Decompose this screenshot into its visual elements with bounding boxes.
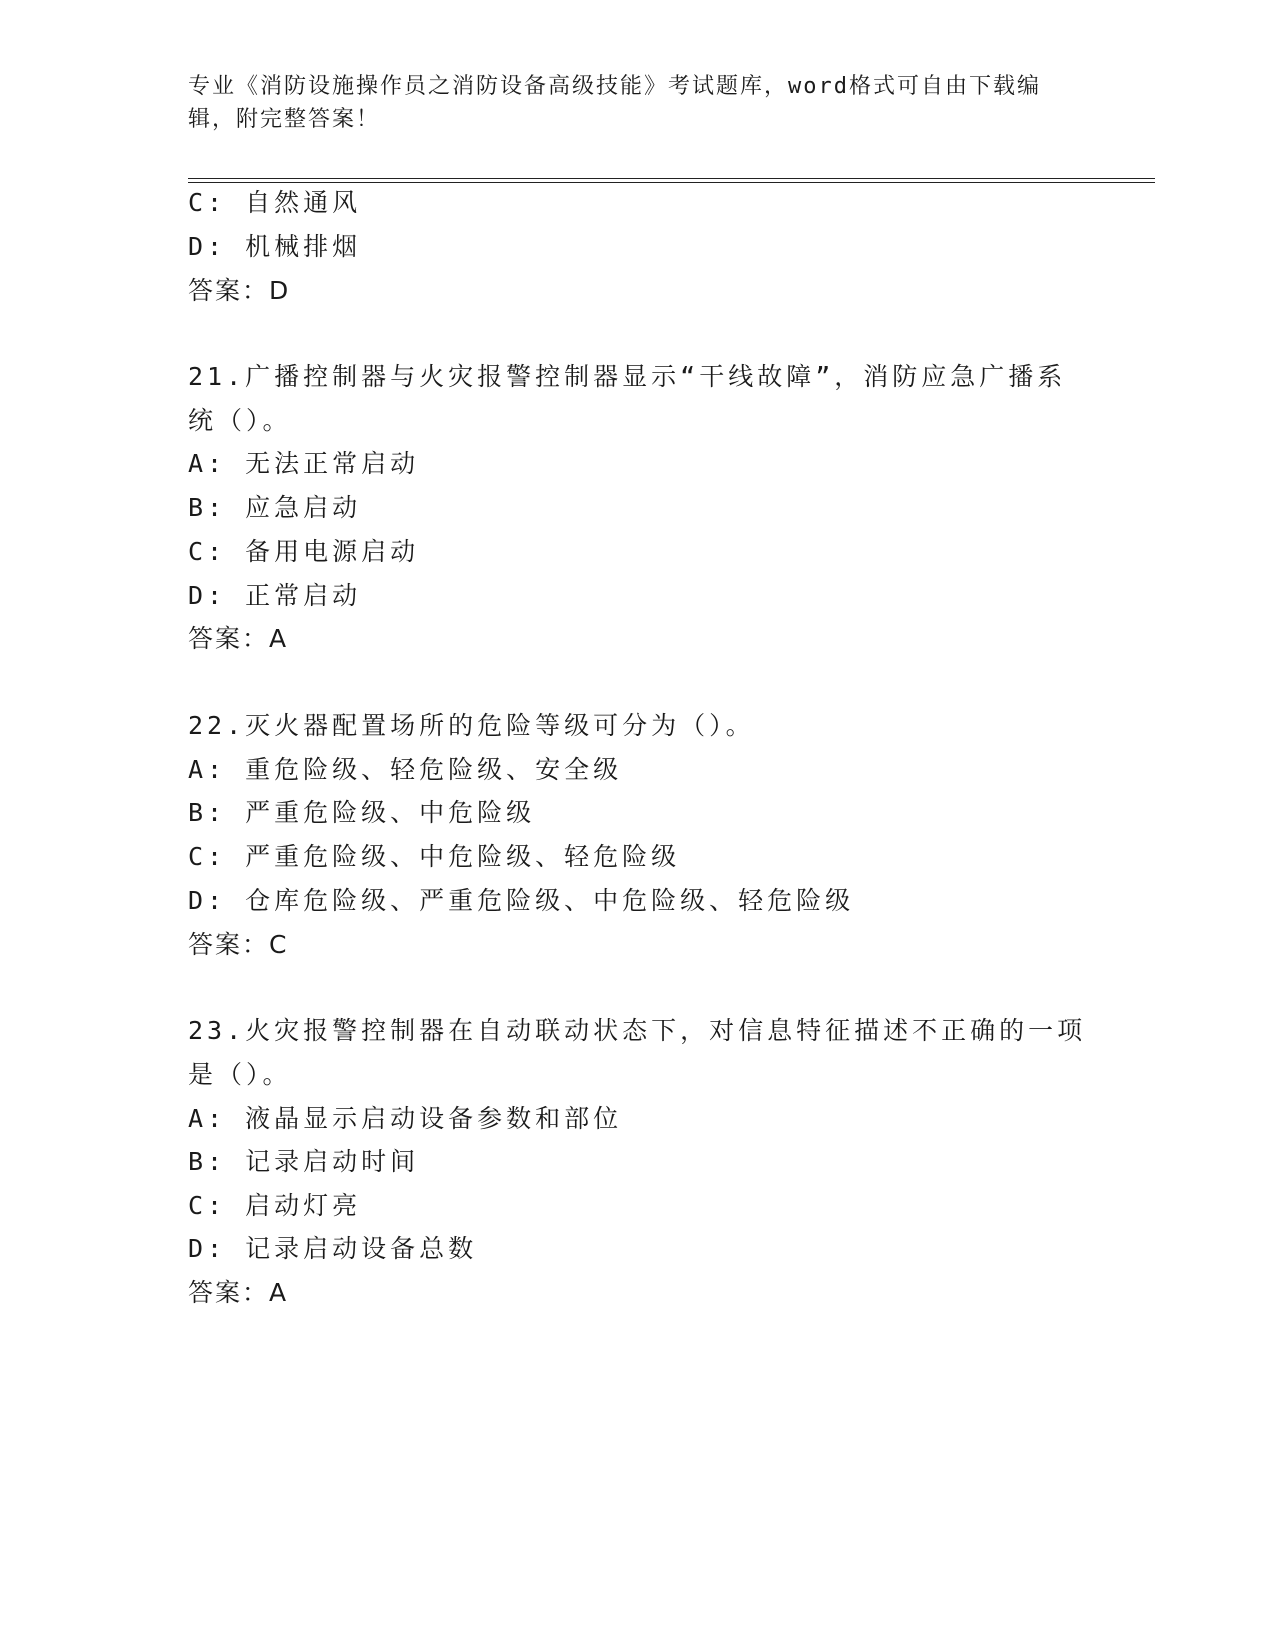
option-label: C:	[188, 842, 227, 871]
question-stem	[188, 361, 1066, 393]
option-line	[188, 580, 361, 612]
question-stem	[188, 710, 755, 742]
question-text: 广播控制器与火灾报警控制器显示“干线故障”，消防应急广播系	[245, 362, 1067, 391]
option-label: D:	[188, 886, 227, 915]
option-text: 液晶显示启动设备参数和部位	[245, 1104, 623, 1133]
option-text: 记录启动设备总数	[245, 1234, 478, 1263]
option-label: D:	[188, 581, 227, 610]
page-header	[188, 70, 1068, 136]
option-line	[188, 1233, 477, 1265]
option-line	[188, 797, 535, 829]
option-label: A:	[188, 449, 227, 478]
option-text: 严重危险级、中危险级、轻危险级	[245, 842, 681, 871]
option-text: 仓库危险级、严重危险级、中危险级、轻危险级	[245, 886, 855, 915]
option-label: D:	[188, 232, 227, 261]
question-stem	[188, 1015, 1086, 1047]
option-text: 无法正常启动	[245, 449, 420, 478]
answer-label: 答案：	[188, 930, 270, 959]
option-line	[188, 841, 680, 873]
header-line-1: 专业《消防设施操作员之消防设备高级技能》考试题库，word格式可自由下载编	[188, 74, 1041, 99]
answer-value: A	[269, 1278, 289, 1307]
answer-line	[188, 1277, 288, 1309]
option-text: 严重危险级、中危险级	[245, 798, 536, 827]
answer-line	[188, 929, 288, 961]
option-label: A:	[188, 755, 227, 784]
answer-value: C	[269, 930, 289, 959]
question-text: 火灾报警控制器在自动联动状态下，对信息特征描述不正确的一项	[245, 1016, 1087, 1045]
question-number: 23.	[188, 1016, 246, 1045]
answer-label: 答案：	[188, 276, 270, 305]
option-text: 自然通风	[245, 188, 362, 217]
question-number: 22.	[188, 711, 246, 740]
option-text: 重危险级、轻危险级、安全级	[245, 755, 623, 784]
option-text: 备用电源启动	[245, 537, 420, 566]
option-line	[188, 187, 361, 219]
question-text: 灭火器配置场所的危险等级可分为（）。	[245, 711, 755, 740]
option-line	[188, 1190, 361, 1222]
option-label: D:	[188, 1234, 227, 1263]
option-line	[188, 754, 622, 786]
option-text: 机械排烟	[245, 232, 362, 261]
option-line	[188, 1103, 622, 1135]
option-line	[188, 536, 419, 568]
option-label: A:	[188, 1104, 227, 1133]
answer-line	[188, 623, 288, 655]
header-line-2: 辑，附完整答案！	[188, 107, 381, 132]
answer-value: A	[269, 624, 289, 653]
option-label: B:	[188, 1147, 227, 1176]
option-text: 启动灯亮	[245, 1191, 362, 1220]
answer-value: D	[269, 276, 291, 305]
answer-label: 答案：	[188, 624, 270, 653]
option-text: 正常启动	[245, 581, 362, 610]
option-line	[188, 492, 361, 524]
option-line	[188, 448, 419, 480]
option-line	[188, 1146, 419, 1178]
option-label: C:	[188, 1191, 227, 1220]
option-line	[188, 231, 361, 263]
question-number: 21.	[188, 362, 246, 391]
option-text: 记录启动时间	[245, 1147, 420, 1176]
option-label: B:	[188, 493, 227, 522]
question-stem-continued: 是（）。	[188, 1060, 292, 1089]
answer-label: 答案：	[188, 1278, 270, 1307]
option-text: 应急启动	[245, 493, 362, 522]
answer-line	[188, 275, 290, 307]
option-line	[188, 885, 854, 917]
option-label: B:	[188, 798, 227, 827]
header-divider	[188, 178, 1155, 183]
option-label: C:	[188, 537, 227, 566]
option-label: C:	[188, 188, 227, 217]
question-stem-continued: 统（）。	[188, 406, 292, 435]
